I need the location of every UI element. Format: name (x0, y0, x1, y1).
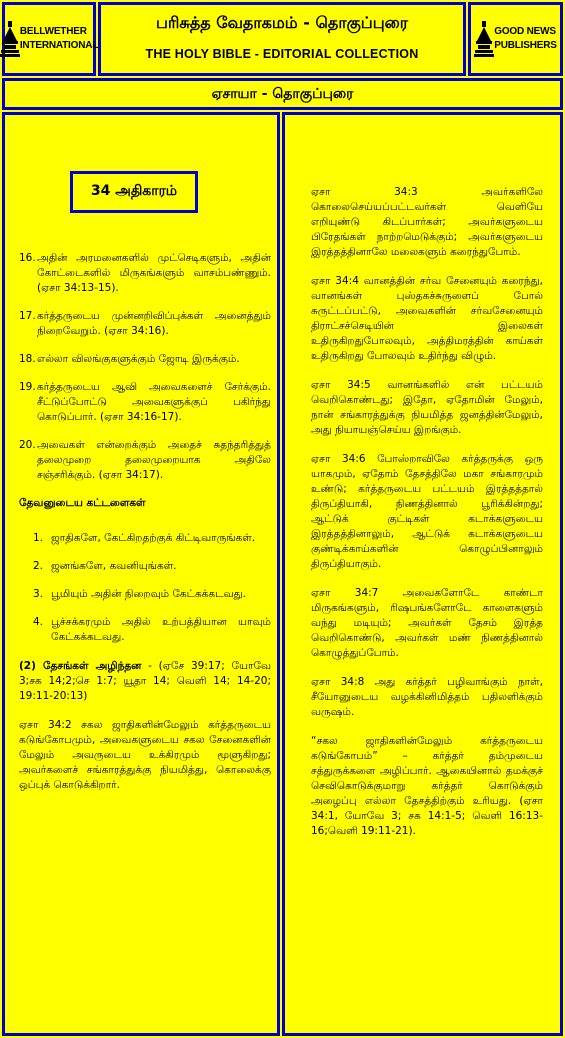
commands-heading: தேவனுடைய கட்டளைகள் (19, 497, 146, 509)
command-item: 3. பூமியும் அதின் நிறைவும் கேட்கக்கடவது. (33, 588, 246, 600)
left-column (2, 112, 280, 1036)
verse-paragraph: ஏசா 34:6 போஸ்றாவிலே கர்த்தருக்கு ஒரு யாகமும், ஏதோம் தேசத்திலே மகா சங்காரமும் உண்டு; கர்த்தருடைய பட்டயம் இரத்தத்தால் திருப்தியாகி, நிணத்தினால் பூரிக்கின்றது; ஆட்டுக் குட்டிகள் கடாக்களுடைய இரத்தத்தினாலும், ஆட்டுக் கடாக்களுடைய குண்டிக்காய்களின் கொழுப்பினாலும் திருப்தியாகும். (311, 453, 543, 570)
right-column-text (311, 185, 543, 853)
command-item: 2. ஜனங்களே, கவனியுங்கள். (33, 560, 177, 572)
verse-paragraph: ஏசா 34:4 வானத்தின் சர்வ சேனையும் கரைந்து, வானங்கள் புஸ்தகச்சுருளைப் போல் சுருட்டப்பட்டு, அவைகளின் சர்வசேனையும் திராட்சச்செடியின் இலைகள் உதிருகிறதுபோலவும், அத்திமரத்தின் காய்கள் உதிருகிறது போலவும் உதிர்ந்து விழும். (311, 275, 543, 362)
chapter-heading (70, 171, 198, 213)
left-column-text (19, 251, 271, 807)
subtitle-banner (2, 78, 563, 110)
good-news-logo-icon (474, 19, 494, 59)
verse-paragraph: ஏசா 34:8 அது கர்த்தர் பழிவாங்கும் நாள், சீயோனுடைய வழக்கினிமித்தம் பதிலளிக்கும் வருஷம். (311, 676, 543, 718)
page-title-english: THE HOLY BIBLE - EDITORIAL COLLECTION (145, 47, 419, 61)
chapter-label: 34 அதிகாரம் (90, 183, 178, 199)
good-news-logo (468, 2, 563, 76)
title-banner (98, 2, 466, 76)
verse-paragraph: ஏசா 34:5 வானங்களில் என் பட்டயம் வெறிகொண்டது; இதோ, ஏதோமின் மேலும், நான் சங்காரத்துக்கு நியமித்த ஜனத்தின்மேலும், அது நியாயஞ்செய்ய இறங்கும். (311, 379, 543, 436)
page-title-tamil: பரிசுத்த வேதாகமம் - தொகுப்புரை (155, 13, 409, 32)
list-item: 20. அவைகள் என்றைக்கும் அதைச் சுதந்தரித்துத் தலைமுறை தலைமுறையாக அதிலே சஞ்சரிக்கும். (ஏசா 34:17). (19, 439, 271, 481)
command-item: 4. பூச்சக்கரமும் அதில் உற்பத்தியான யாவும் கேட்கக்கடவது. (33, 616, 271, 643)
commentary-paragraph: “சகல ஜாதிகளின்மேலும் கர்த்தருடைய கடுங்கோபம்” – கர்த்தர் தம்முடைய சத்துருக்களை அழிப்பார். ஆகையினால் தமக்குச் செவிகொடுக்குமாறு கர்த்தர் கொடுக்கும் அழைப்பு எல்லா தேசத்திற்கும் உரியது. (ஏசா 34:1, யோவே 3; சக 14:1-5; வெளி 16:13-16;வெளி 19:11-21). (311, 735, 543, 837)
bellwether-logo (2, 2, 99, 76)
list-item: 16. அதின் அரமனைகளில் முட்செடிகளும், அதின் கோட்டைகளில் மிருகங்களும் வாசம்பண்ணும். (ஏசா 34:13-15). (19, 252, 271, 294)
list-item: 17. கர்த்தருடைய முன்னறிவிப்புக்கள் அனைத்தும் நிறைவேறும். (ஏசா 34:16). (19, 310, 271, 337)
bellwether-logo-text: BELLWETHER INTERNATIONAL (19, 26, 99, 51)
command-item: 1. ஜாதிகளே, கேட்கிறதற்குக் கிட்டிவாருங்கள். (33, 532, 256, 544)
verse-paragraph: ஏசா 34:7 அவைகளோடே காண்டா மிருகங்களும், ரிஷபங்களோடே காளைகளும் வந்து மடியும்; அவர்கள் தேசம் இரத்த வெறிகொண்டு, அவர்கள் மண் நிணத்தினால் கொழுத்துப்போம். (311, 587, 543, 659)
prophecy-heading: (2) தேசங்கள் அழிந்தன (19, 660, 142, 672)
prophecy-block (19, 659, 271, 704)
verse-paragraph: ஏசா 34:2 சகல ஜாதிகளின்மேலும் கர்த்தருடைய கடுங்கோபமும், அவைகளுடைய சகல சேனைகளின் மேலும் அவருடைய உக்கிரமும் மூளுகிறது; அவர்களைச் சங்காரத்துக்கு நியமித்து, கொலைக்கு ஒப்புக் கொடுக்கிறார். (19, 719, 271, 791)
right-column (282, 112, 563, 1036)
verse-paragraph: ஏசா 34:3 அவர்களிலே கொலைசெய்யப்பட்டவர்கள் வெளியே எறியுண்டு கிடப்பார்கள்; அவர்களுடைய பிரேதங்கள் நாற்றமெடுக்கும்; அவர்களுடைய இரத்தத்தினாலே மலைகளும் கரைந்துபோம். (311, 186, 543, 258)
bellwether-logo-icon (0, 19, 20, 59)
list-item: 18. எல்லா விலங்குகளுக்கும் ஜோடி இருக்கும். (19, 353, 240, 365)
list-item: 19. கர்த்தருடைய ஆவி அவைகளைச் சேர்க்கும். சீட்டுப்போட்டு அவைகளுக்குப் பகிர்ந்து கொடுப்பார். (ஏசா 34:16-17). (19, 381, 271, 423)
good-news-logo-text: GOOD NEWS PUBLISHERS (494, 26, 557, 51)
book-subtitle: ஏசாயா - தொகுப்புரை (211, 86, 354, 102)
prophecy-references: - (ஏசே 39:17; யோவே 3;சக 14;2;செ 1:7; யூதா 14; வெளி 14; 14-20; 19:11-20:13) (19, 660, 271, 702)
